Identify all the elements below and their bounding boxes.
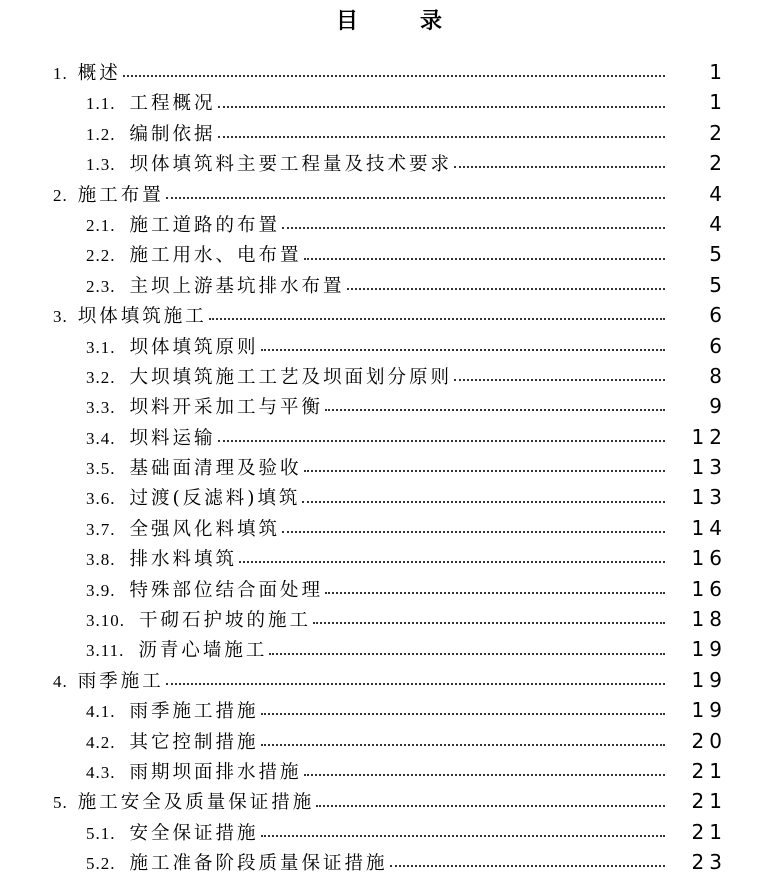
toc-entry-label: 过渡(反滤料)填筑	[129, 488, 301, 510]
toc-section-entry[interactable]	[0, 57, 780, 87]
toc-dot-leader	[166, 683, 665, 685]
toc-entry-number: 4.	[53, 671, 68, 691]
toc-entry-number: 5.2.	[86, 854, 116, 874]
toc-subsection-entry[interactable]	[0, 239, 780, 269]
toc-entry-number: 4.1.	[86, 702, 116, 722]
toc-entry-label: 坝料运输	[129, 427, 216, 449]
toc-section-entry[interactable]	[0, 179, 780, 209]
toc-entry-page-number: 6	[709, 333, 727, 358]
toc-subsection-entry[interactable]	[0, 847, 780, 877]
toc-entry-page-number: 2	[709, 120, 727, 145]
toc-entry-label: 工程概况	[129, 93, 216, 115]
toc-entry-page-number: 18	[691, 607, 727, 632]
toc-entry-label: 基础面清理及验收	[129, 458, 302, 480]
toc-entry-number: 1.1.	[86, 94, 116, 114]
toc-entry-label: 施工用水、电布置	[129, 245, 302, 267]
toc-entry-number: 2.3.	[86, 276, 116, 296]
toc-dot-leader	[325, 409, 665, 411]
toc-dot-leader	[316, 805, 665, 807]
toc-entry-page-number: 23	[691, 850, 727, 875]
toc-entry-page-number: 8	[709, 363, 727, 388]
toc-dot-leader	[218, 106, 665, 108]
toc-subsection-entry[interactable]	[0, 452, 780, 482]
toc-entry-page-number: 5	[709, 272, 727, 297]
toc-subsection-entry[interactable]	[0, 361, 780, 391]
toc-subsection-entry[interactable]	[0, 695, 780, 725]
toc-subsection-entry[interactable]	[0, 513, 780, 543]
toc-entry-page-number: 21	[691, 789, 727, 814]
toc-section-entry[interactable]	[0, 665, 780, 695]
toc-dot-leader	[347, 288, 665, 290]
toc-entry-label: 施工道路的布置	[129, 214, 281, 236]
toc-entry-label: 概述	[77, 63, 121, 84]
toc-section-entry[interactable]	[0, 300, 780, 330]
toc-entry-label: 雨季施工	[77, 670, 164, 692]
toc-dot-leader	[166, 197, 665, 199]
toc-entry-number: 3.11.	[86, 641, 125, 661]
toc-entry-label: 安全保证措施	[129, 822, 259, 844]
toc-entry-number: 3.1.	[86, 337, 116, 357]
toc-entry-label: 施工布置	[77, 184, 164, 206]
toc-entry-number: 5.	[53, 793, 68, 813]
toc-entry-number: 1.3.	[86, 155, 116, 175]
toc-entry-label: 坝体填筑原则	[129, 336, 259, 358]
toc-entry-number: 4.2.	[86, 732, 116, 752]
toc-entry-page-number: 9	[709, 394, 727, 419]
toc-entry-number: 3.8.	[86, 550, 116, 570]
toc-entry-label: 编制依据	[129, 123, 216, 145]
toc-entry-number: 3.6.	[86, 489, 116, 509]
toc-dot-leader	[313, 622, 665, 624]
toc-title	[0, 4, 780, 35]
toc-entry-page-number: 19	[691, 667, 727, 692]
toc-entry-page-number: 16	[691, 576, 727, 601]
toc-entry-label: 沥青心墙施工	[138, 640, 268, 662]
toc-entry-label: 干砌石护坡的施工	[139, 610, 312, 632]
toc-entry-page-number: 19	[691, 698, 727, 723]
toc-entry-page-number: 20	[691, 728, 727, 753]
toc-entry-page-number: 21	[691, 758, 727, 783]
toc-entry-number: 2.	[53, 185, 68, 205]
toc-subsection-entry[interactable]	[0, 331, 780, 361]
toc-dot-leader	[390, 865, 665, 867]
toc-entry-page-number: 16	[691, 546, 727, 571]
toc-entry-page-number: 12	[691, 424, 727, 449]
toc-entry-label: 施工准备阶段质量保证措施	[129, 853, 388, 875]
toc-dot-leader	[282, 227, 665, 229]
toc-subsection-entry[interactable]	[0, 726, 780, 756]
toc-entry-number: 3.5.	[86, 459, 116, 479]
toc-entry-page-number: 19	[691, 637, 727, 662]
toc-entry-label: 排水料填筑	[129, 549, 238, 571]
toc-entry-page-number: 2	[709, 151, 727, 176]
toc-dot-leader	[325, 592, 665, 594]
toc-dot-leader	[304, 258, 665, 260]
toc-entry-label: 其它控制措施	[129, 731, 259, 753]
toc-dot-leader	[261, 713, 665, 715]
toc-entry-page-number: 6	[709, 303, 727, 328]
toc-entry-label: 坝体填筑施工	[77, 306, 207, 328]
toc-subsection-entry[interactable]	[0, 543, 780, 573]
toc-dot-leader	[304, 470, 665, 472]
toc-dot-leader	[218, 136, 665, 138]
toc-section-entry[interactable]	[0, 786, 780, 816]
toc-entry-label: 雨季施工措施	[129, 701, 259, 723]
toc-entry-number: 3.3.	[86, 398, 116, 418]
toc-dot-leader	[454, 166, 665, 168]
toc-subsection-entry[interactable]	[0, 634, 780, 664]
toc-entry-number: 3.10.	[86, 611, 125, 631]
toc-entry-number: 3.9.	[86, 580, 116, 600]
toc-subsection-entry[interactable]	[0, 574, 780, 604]
toc-subsection-entry[interactable]	[0, 604, 780, 634]
toc-subsection-entry[interactable]	[0, 118, 780, 148]
toc-entry-page-number: 14	[691, 515, 727, 540]
toc-dot-leader	[261, 744, 665, 746]
toc-entry-page-number: 21	[691, 819, 727, 844]
toc-dot-leader	[282, 531, 665, 533]
toc-entry-label: 主坝上游基坑排水布置	[129, 275, 345, 297]
toc-entry-number: 3.2.	[86, 367, 116, 387]
toc-dot-leader	[123, 75, 665, 77]
toc-dot-leader	[261, 349, 665, 351]
toc-entry-page-number: 5	[709, 242, 727, 267]
toc-entry-number: 5.1.	[86, 823, 116, 843]
toc-entry-label: 雨期坝面排水措施	[129, 761, 302, 783]
toc-entry-number: 1.	[53, 64, 68, 83]
toc-entry-page-number: 1	[709, 60, 727, 84]
toc-subsection-entry[interactable]	[0, 756, 780, 786]
toc-entry-page-number: 13	[691, 485, 727, 510]
toc-entry-page-number: 4	[709, 211, 727, 236]
toc-subsection-entry[interactable]	[0, 817, 780, 847]
toc-entry-number: 1.2.	[86, 124, 116, 144]
toc-entry-number: 2.2.	[86, 246, 116, 266]
toc-dot-leader	[218, 440, 665, 442]
toc-subsection-entry[interactable]	[0, 482, 780, 512]
toc-dot-leader	[261, 835, 665, 837]
toc-entry-label: 坝体填筑料主要工程量及技术要求	[129, 154, 453, 176]
toc-subsection-entry[interactable]	[0, 391, 780, 421]
toc-entry-label: 坝料开采加工与平衡	[129, 397, 324, 419]
toc-dot-leader	[269, 653, 665, 655]
toc-entry-page-number: 4	[709, 181, 727, 206]
toc-entry-label: 施工安全及质量保证措施	[77, 792, 315, 814]
toc-subsection-entry[interactable]	[0, 209, 780, 239]
toc-entry-label: 特殊部位结合面处理	[129, 579, 324, 601]
toc-entry-page-number: 1	[709, 90, 727, 115]
toc-entry-number: 4.3.	[86, 762, 116, 782]
toc-dot-leader	[239, 561, 665, 563]
toc-entry-number: 2.1.	[86, 215, 116, 235]
table-of-contents	[0, 57, 780, 878]
toc-entry-page-number: 13	[691, 455, 727, 480]
toc-entry-label: 全强风化料填筑	[129, 518, 281, 540]
toc-subsection-entry[interactable]	[0, 87, 780, 117]
toc-subsection-entry[interactable]	[0, 422, 780, 452]
toc-entry-number: 3.4.	[86, 428, 116, 448]
toc-dot-leader	[304, 774, 665, 776]
toc-title-left: 目	[335, 9, 360, 34]
toc-dot-leader	[302, 501, 665, 503]
toc-title-right: 录	[420, 9, 445, 34]
toc-entry-label: 大坝填筑施工工艺及坝面划分原则	[129, 366, 453, 388]
toc-dot-leader	[454, 379, 665, 381]
toc-dot-leader	[209, 318, 665, 320]
toc-subsection-entry[interactable]	[0, 270, 780, 300]
toc-entry-number: 3.7.	[86, 519, 116, 539]
toc-subsection-entry[interactable]	[0, 148, 780, 178]
toc-entry-number: 3.	[53, 307, 68, 327]
